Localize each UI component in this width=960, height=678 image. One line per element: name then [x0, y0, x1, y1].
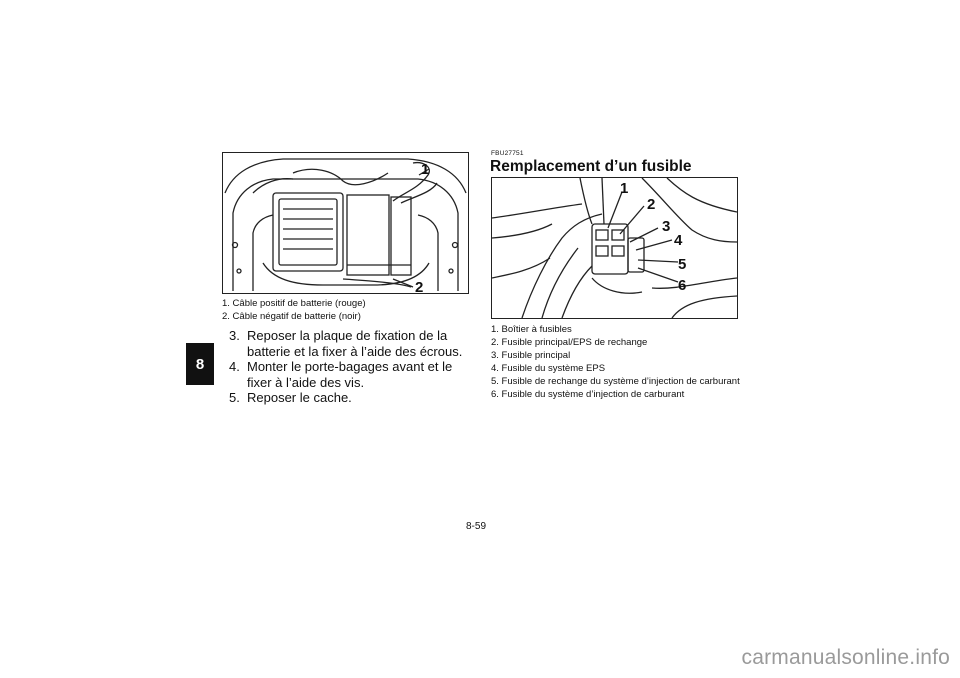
fuse-box-illustration: [491, 177, 738, 319]
fuse-caption: [491, 323, 740, 401]
caption-item: 1. Boîtier à fusibles: [491, 324, 572, 335]
caption-item: 2. Fusible principal/EPS de rechange: [491, 337, 648, 348]
page-number: 8-59: [466, 521, 487, 532]
step-item: 4. Monter le porte-bagages avant et le fixer à l’aide des vis.: [229, 359, 453, 390]
callout-2: 2: [415, 279, 424, 294]
caption-item: 3. Fusible principal: [491, 350, 571, 361]
caption-item: 1. Câble positif de batterie (rouge): [222, 298, 366, 309]
watermark: carmanualsonline.info: [741, 646, 950, 669]
battery-drawing: [223, 153, 468, 293]
fuse-drawing: [492, 178, 737, 318]
caption-item: 6. Fusible du système d’injection de carburant: [491, 389, 685, 400]
callout-3: 3: [662, 218, 671, 235]
section-title: Remplacement d’un fusible: [490, 158, 692, 175]
step-item: 5. Reposer le cache.: [229, 390, 352, 405]
caption-item: 2. Câble négatif de batterie (noir): [222, 311, 361, 322]
battery-caption: [222, 297, 366, 323]
step-item: 3. Reposer la plaque de fixation de la batterie et la fixer à l’aide des écrous.: [229, 328, 463, 359]
section-code: FBU27751: [491, 150, 524, 157]
caption-item: 4. Fusible du système EPS: [491, 363, 606, 374]
callout-6: 6: [678, 277, 687, 294]
callout-2: 2: [647, 196, 656, 213]
chapter-tab: 8: [186, 343, 214, 385]
procedure-steps: [229, 328, 469, 406]
callout-1: 1: [620, 180, 629, 197]
callout-4: 4: [674, 232, 683, 249]
battery-illustration: [222, 152, 469, 294]
callout-1: 1: [421, 161, 430, 178]
caption-item: 5. Fusible de rechange du système d’injection de carburant: [491, 376, 740, 387]
callout-5: 5: [678, 256, 687, 273]
